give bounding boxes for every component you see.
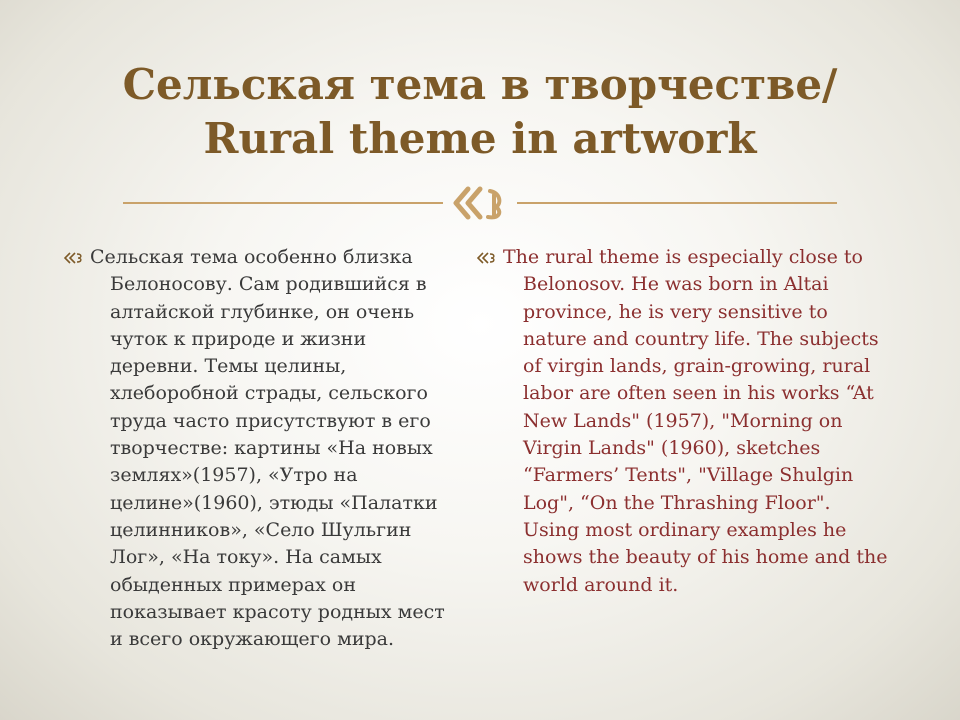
english-paragraph [500, 244, 890, 599]
russian-paragraph [87, 244, 457, 653]
divider-line-right [517, 202, 837, 204]
english-text-column [500, 244, 890, 599]
divider-line-left [123, 202, 443, 204]
english-paragraph-text: The rural theme is especially close to Belonosov. He was born in Altai province, he is very sensitive to nature and country life. The subjects of virgin lands, grain-growing, rural labor are often seen in his works “At New Lands" (1957), "Morning on Virgin Lands" (1960), sketches “Farmers’ Tents", "Village Shulgin Log", “On the Thrashing Floor". Using most ordinary examples he shows the beauty of his home and the world around it. [503, 246, 888, 596]
title-line-russian: Сельская тема в творчестве/ [122, 60, 838, 109]
russian-paragraph-text: Сельская тема особенно близка Белоносову. Сам родившийся в алтайской глубинке, он очень чуток к природе и жизни деревни. Темы целины, хлеборобной страды, сельского труда часто присутствуют в его творчестве: картины «На новых землях»(1957), «Утро на целине»(1960), этюды «Палатки целинников», «Село Шульгин Лог», «На току». На самых обыденных примерах он показывает красоту родных мест и всего окружающего мира. [90, 246, 445, 651]
slide-title [60, 58, 900, 166]
double-chevron-ornament-icon [450, 183, 510, 223]
title-line-english: Rural theme in artwork [203, 114, 757, 163]
title-divider [123, 183, 837, 223]
russian-text-column [87, 244, 457, 653]
